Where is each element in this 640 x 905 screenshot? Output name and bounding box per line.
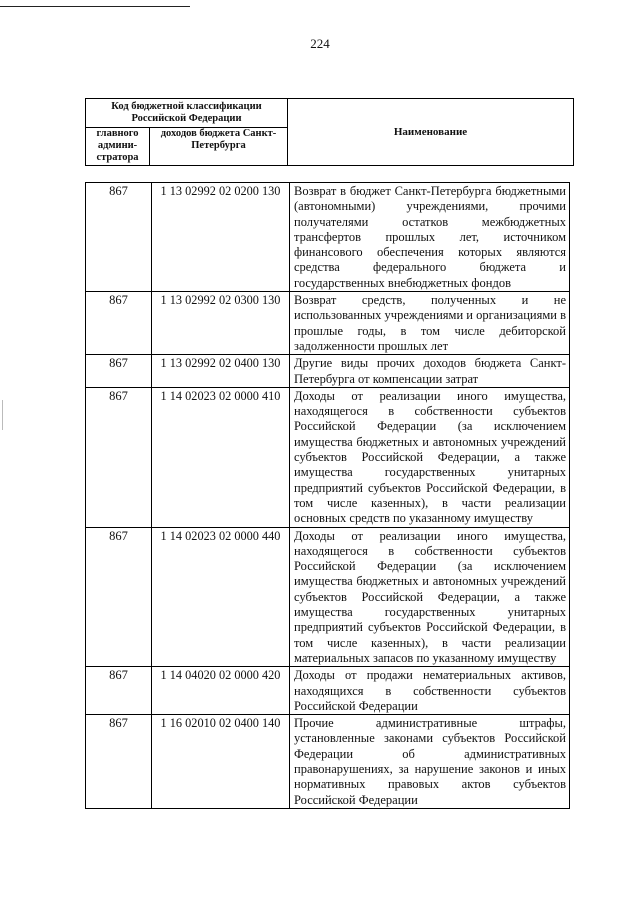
income-code-cell: 1 14 04020 02 0000 420 — [152, 667, 290, 715]
income-code-cell: 1 14 02023 02 0000 440 — [152, 527, 290, 667]
scan-margin-mark — [2, 400, 3, 430]
name-column-header: Наименование — [288, 99, 574, 166]
income-code-cell: 1 16 02010 02 0400 140 — [152, 715, 290, 809]
admin-code-cell: 867 — [86, 387, 152, 527]
name-cell: Доходы от продажи нематериальных активов, находящихся в собственности субъектов Российской Федерации — [290, 667, 570, 715]
table-row — [86, 715, 570, 809]
income-column-header: доходов бюджета Санкт-Петербурга — [150, 128, 288, 166]
admin-code-cell: 867 — [86, 355, 152, 388]
header-table — [85, 98, 574, 166]
admin-code-cell: 867 — [86, 183, 152, 292]
name-cell: Другие виды прочих доходов бюджета Санкт-Петербурга от компенсации затрат — [290, 355, 570, 388]
page-number: 224 — [310, 36, 330, 51]
table-row — [86, 355, 570, 388]
income-code-cell: 1 14 02023 02 0000 410 — [152, 387, 290, 527]
table-row — [86, 527, 570, 667]
table-row — [86, 387, 570, 527]
income-code-cell: 1 13 02992 02 0200 130 — [152, 183, 290, 292]
name-cell: Доходы от реализации иного имущества, находящегося в собственности субъектов Российской Федерации (за исключением имущества бюджетных и автономных учреждений субъектов Российской Федерации, а также имущества государственных унитарных предприятий субъектов Российской Федерации, в том числе казенных), в части реализации материальных запасов по указанному имуществу — [290, 527, 570, 667]
admin-code-cell: 867 — [86, 292, 152, 355]
scan-edge-line — [0, 6, 190, 7]
name-cell: Доходы от реализации иного имущества, находящегося в собственности субъектов Российской Федерации (за исключением имущества бюджетных и автономных учреждений субъектов Российской Федерации, а также имущества государственных унитарных предприятий субъектов Российской Федерации, в том числе казенных), в части реализации основных средств по указанному имуществу — [290, 387, 570, 527]
admin-code-cell: 867 — [86, 527, 152, 667]
name-cell: Прочие административные штрафы, установленные законами субъектов Российской Федерации об административных правонарушениях, за нарушение законов и иных нормативных правовых актов субъектов Российской Федерации — [290, 715, 570, 809]
income-codes-table — [85, 182, 570, 809]
income-code-cell: 1 13 02992 02 0400 130 — [152, 355, 290, 388]
income-code-cell: 1 13 02992 02 0300 130 — [152, 292, 290, 355]
table-row — [86, 667, 570, 715]
admin-code-cell: 867 — [86, 667, 152, 715]
table-row — [86, 292, 570, 355]
name-cell: Возврат в бюджет Санкт-Петербурга бюджетными (автономными) учреждениями, прочими получателями остатков межбюджетных трансфертов прошлых лет, источником финансового обеспечения которых являются средства федерального бюджета и государственных внебюджетных фондов — [290, 183, 570, 292]
table-row — [86, 183, 570, 292]
name-cell: Возврат средств, полученных и не использованных учреждениями и организациями в прошлые годы, в том числе дебиторской задолженности прошлых лет — [290, 292, 570, 355]
admin-column-header: главного админи-стратора — [86, 128, 150, 166]
admin-code-cell: 867 — [86, 715, 152, 809]
kbk-title: Код бюджетной классификации Российской Федерации — [86, 99, 288, 128]
